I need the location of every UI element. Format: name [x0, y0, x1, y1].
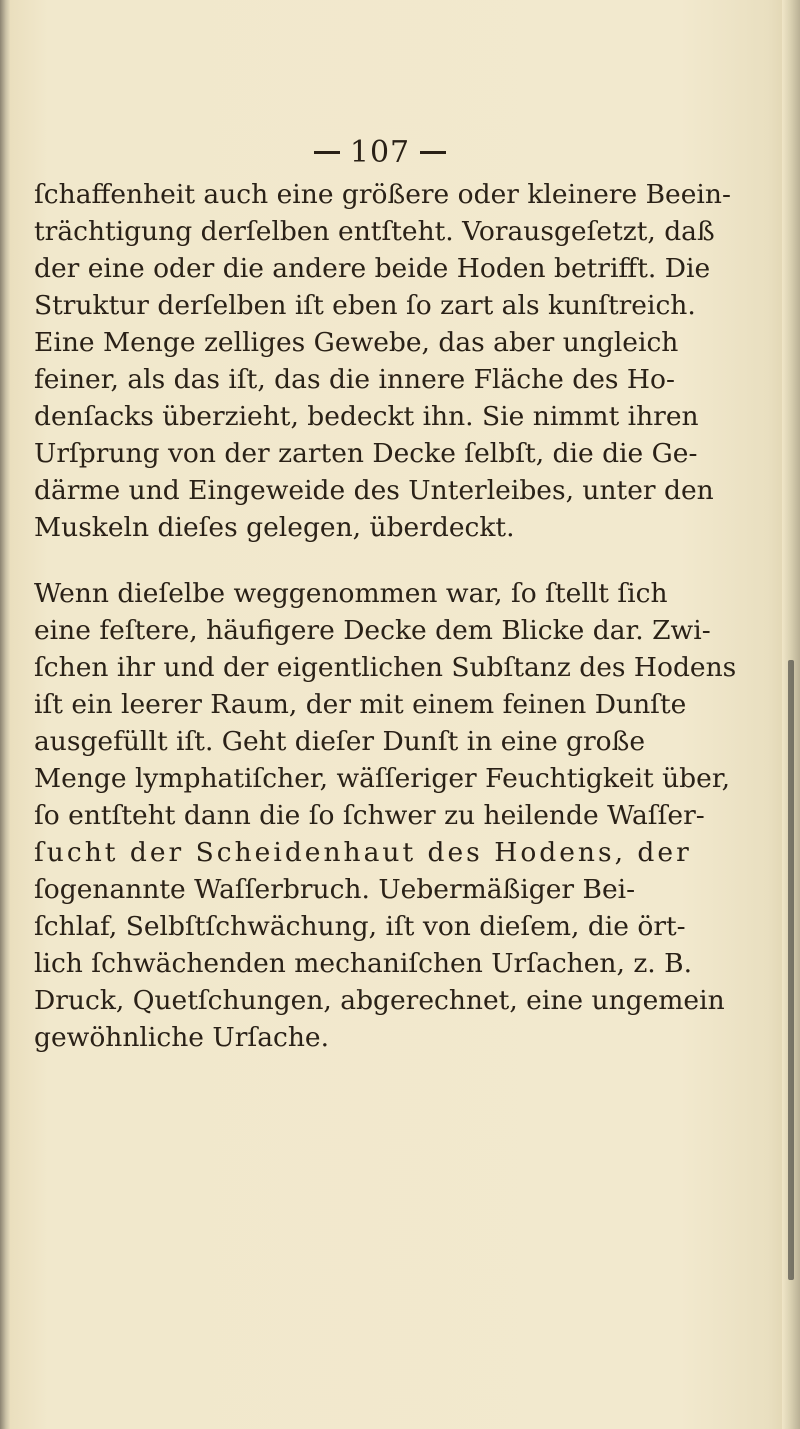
text-line: eine feſtere, häufigere Decke dem Blicke dar. Zwi- — [34, 615, 711, 646]
text-line: der eine oder die andere beide Hoden betrifft. Die — [34, 253, 711, 284]
text-line: denſacks überzieht, bedeckt ihn. Sie nimmt ihren — [34, 401, 699, 432]
text-line: gewöhnliche Urſache. — [34, 1022, 330, 1053]
paragraph — [34, 575, 774, 1056]
header-dash-right — [420, 151, 446, 154]
text-line: ſogenannte Waſſerbruch. Uebermäßiger Bei- — [34, 874, 636, 905]
text-line: ſchen ihr und der eigentlichen Subſtanz des Hodens — [34, 652, 737, 683]
text-line: därme und Eingeweide des Unterleibes, unter den — [34, 475, 714, 506]
text-line: ſchaffenheit auch eine größere oder kleinere Beein- — [34, 179, 731, 210]
page-header — [280, 132, 480, 172]
text-line: Urſprung von der zarten Decke ſelbſt, die die Ge- — [34, 438, 698, 469]
binding-shadow — [788, 660, 794, 1280]
text-line: iſt ein leerer Raum, der mit einem feinen Dunſte — [34, 689, 687, 720]
text-line: Muskeln dieſes gelegen, überdeckt. — [34, 512, 515, 543]
page-left-edge — [0, 0, 10, 1429]
text-line: Wenn dieſelbe weggenommen war, ſo ſtellt ſich — [34, 578, 668, 609]
text-line: ausgefüllt iſt. Geht dieſer Dunſt in eine große — [34, 726, 646, 757]
text-line: feiner, als das iſt, das die innere Fläche des Ho- — [34, 364, 675, 395]
text-line: lich ſchwächenden mechaniſchen Urſachen, z. B. — [34, 948, 693, 979]
text-line: Eine Menge zelliges Gewebe, das aber ungleich — [34, 327, 679, 358]
text-line: Druck, Quetſchungen, abgerechnet, eine ungemein — [34, 985, 725, 1016]
text-line: Struktur derſelben iſt eben ſo zart als kunſtreich. — [34, 290, 696, 321]
paragraph — [34, 176, 774, 546]
text-line: Menge lymphatiſcher, wäſſeriger Feuchtigkeit über, — [34, 763, 731, 794]
text-line: ſchlaf, Selbſtſchwächung, iſt von dieſem, die ört- — [34, 911, 686, 942]
page-number: 107 — [349, 134, 411, 170]
body-text — [34, 176, 774, 1056]
text-line: ſo entſteht dann die ſo ſchwer zu heilende Waſſer- — [34, 800, 705, 831]
text-line: ſucht der Scheidenhaut des Hodens, der — [34, 837, 692, 868]
text-line: trächtigung derſelben entſteht. Vorausgeſetzt, daß — [34, 216, 715, 247]
header-dash-left — [314, 151, 340, 154]
